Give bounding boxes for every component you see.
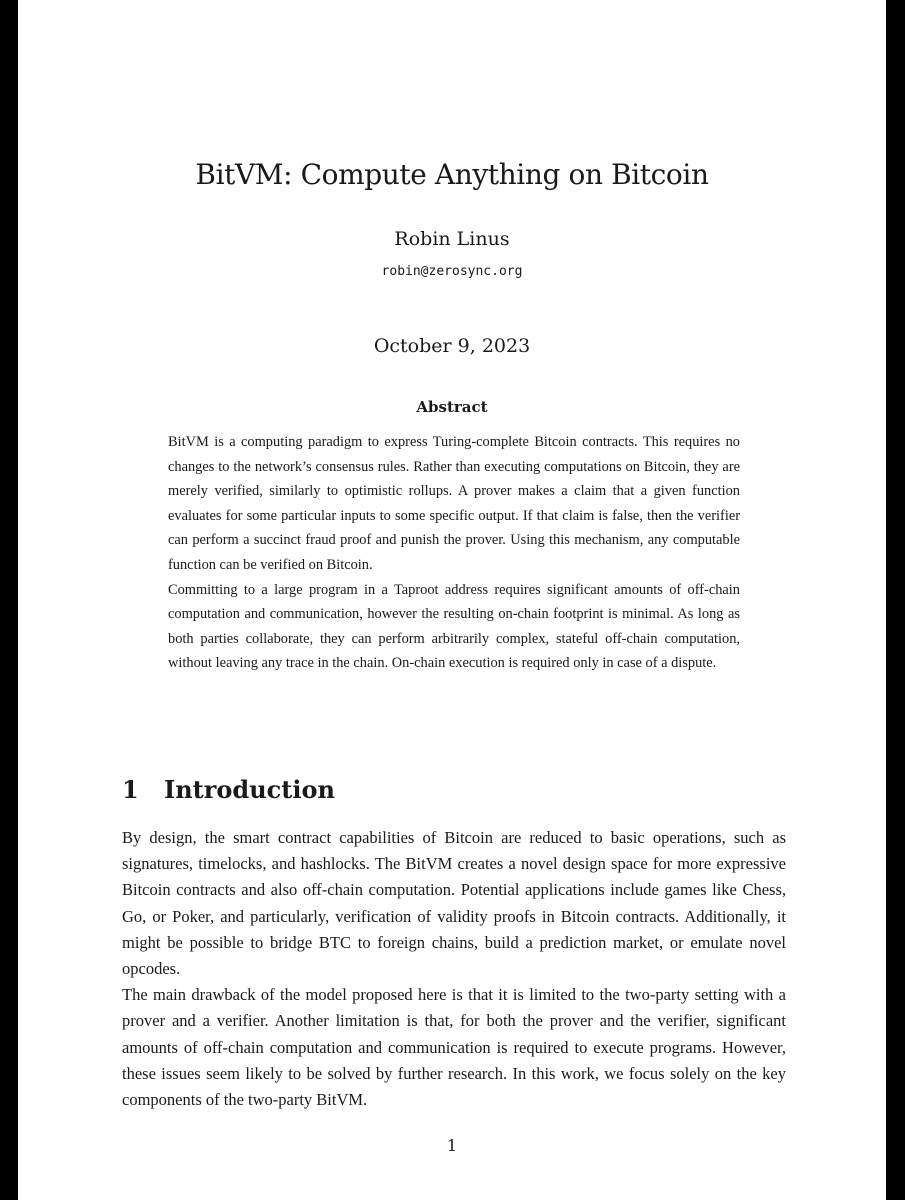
abstract-paragraph: BitVM is a computing paradigm to express Turing-complete Bitcoin contracts. This requires no changes to the network’s consensus rules. Rather than executing computations on Bitcoin, they are merely verified, similarly to optimistic rollups. A prover makes a claim that a given function evaluates for some particular inputs to some specific output. If that claim is false, then the verifier can perform a succinct fraud proof and punish the prover. Using this mechanism, any computable function can be verified on Bitcoin. — [168, 434, 740, 573]
section-number: 1 — [122, 775, 139, 804]
author-name: Robin Linus — [394, 228, 510, 250]
body-paragraph: By design, the smart contract capabilities of Bitcoin are reduced to basic operations, such as signatures, timelocks, and hashlocks. The BitVM creates a novel design space for more expressive Bitcoin contracts and also off-chain computation. Potential applications include games like Chess, Go, or Poker, and particularly, verification of validity proofs in Bitcoin contracts. Additionally, it might be possible to bridge BTC to foreign chains, build a prediction market, or emulate novel opcodes. — [122, 828, 786, 979]
abstract-heading: Abstract — [416, 398, 488, 416]
paper-title: BitVM: Compute Anything on Bitcoin — [195, 158, 709, 191]
abstract-body — [168, 430, 740, 676]
body-paragraph: The main drawback of the model proposed here is that it is limited to the two-party setting with a prover and a verifier. Another limitation is that, for both the prover and the verifier, significant amounts of off-chain computation and communication is required to execute programs. However, these issues seem likely to be solved by further research. In this work, we focus solely on the key components of the two-party BitVM. — [122, 985, 786, 1110]
section-heading — [122, 775, 335, 804]
paper-page — [18, 0, 886, 1200]
section-body — [122, 825, 786, 1113]
abstract-paragraph: Committing to a large program in a Taproot address requires significant amounts of off-chain computation and communication, however the resulting on-chain footprint is minimal. As long as both parties collaborate, they can perform arbitrarily complex, stateful off-chain computation, without leaving any trace in the chain. On-chain execution is required only in case of a dispute. — [168, 581, 740, 672]
section-title: Introduction — [164, 775, 335, 804]
page-number: 1 — [446, 1136, 458, 1155]
publication-date: October 9, 2023 — [373, 335, 531, 357]
author-email: robin@zerosync.org — [381, 264, 523, 279]
